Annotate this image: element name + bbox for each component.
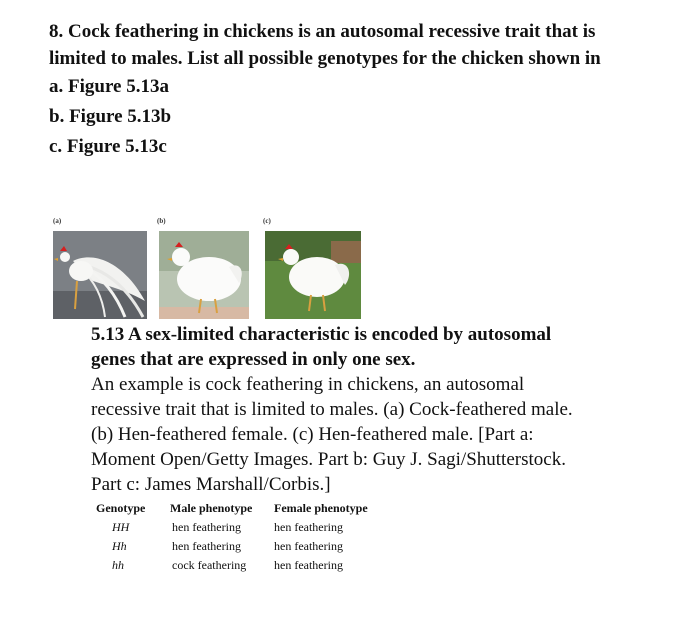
table-header-row [96,501,374,518]
hen-feathered-female-photo [159,231,249,319]
header-male-phenotype: Male phenotype [170,501,253,515]
question-part-c: c. Figure 5.13c [49,136,167,157]
genotype-cell: Hh [112,539,127,553]
rooster-cock-feathered-photo [53,231,147,319]
table-row [96,518,374,537]
question-part-b: b. Figure 5.13b [49,106,172,127]
table-row [96,537,374,556]
genotype-cell: HH [112,520,130,534]
male-phenotype-cell: hen feathering [172,520,241,534]
genotype-cell: hh [112,558,124,572]
hen-feathered-male-photo [265,231,361,319]
table-row [96,556,374,575]
caption-title: 5.13 A sex-limited characteristic is encoded by autosomal genes that are expressed in only one sex. [91,324,552,370]
female-phenotype-cell: hen feathering [274,520,343,534]
panel-label-a: (a) [53,217,62,225]
caption-body: An example is cock feathering in chickens, an autosomal recessive trait that is limited to males. (a) Cock-feathered male. (b) Hen-feathered female. (c) Hen-feathered male. [Part a: Moment Open/Getty Images. Part b: Guy J. Sagi/Shutterstock. Part c: James Marshall/Corbis.] [91,374,573,495]
genotype-phenotype-table [96,501,374,575]
question-part-a: a. Figure 5.13a [49,76,169,97]
question-block [49,18,609,162]
female-phenotype-cell: hen feathering [274,558,343,572]
figure-caption [91,322,591,497]
header-genotype: Genotype [96,501,146,515]
female-phenotype-cell: hen feathering [274,539,343,553]
question-text: 8. Cock feathering in chickens is an autosomal recessive trait that is limited to males. List all possible genotypes for the chicken shown in [49,21,601,69]
male-phenotype-cell: hen feathering [172,539,241,553]
panel-label-b: (b) [157,217,166,225]
panel-label-c: (c) [263,217,271,225]
male-phenotype-cell: cock feathering [172,558,247,572]
header-female-phenotype: Female phenotype [274,501,368,515]
